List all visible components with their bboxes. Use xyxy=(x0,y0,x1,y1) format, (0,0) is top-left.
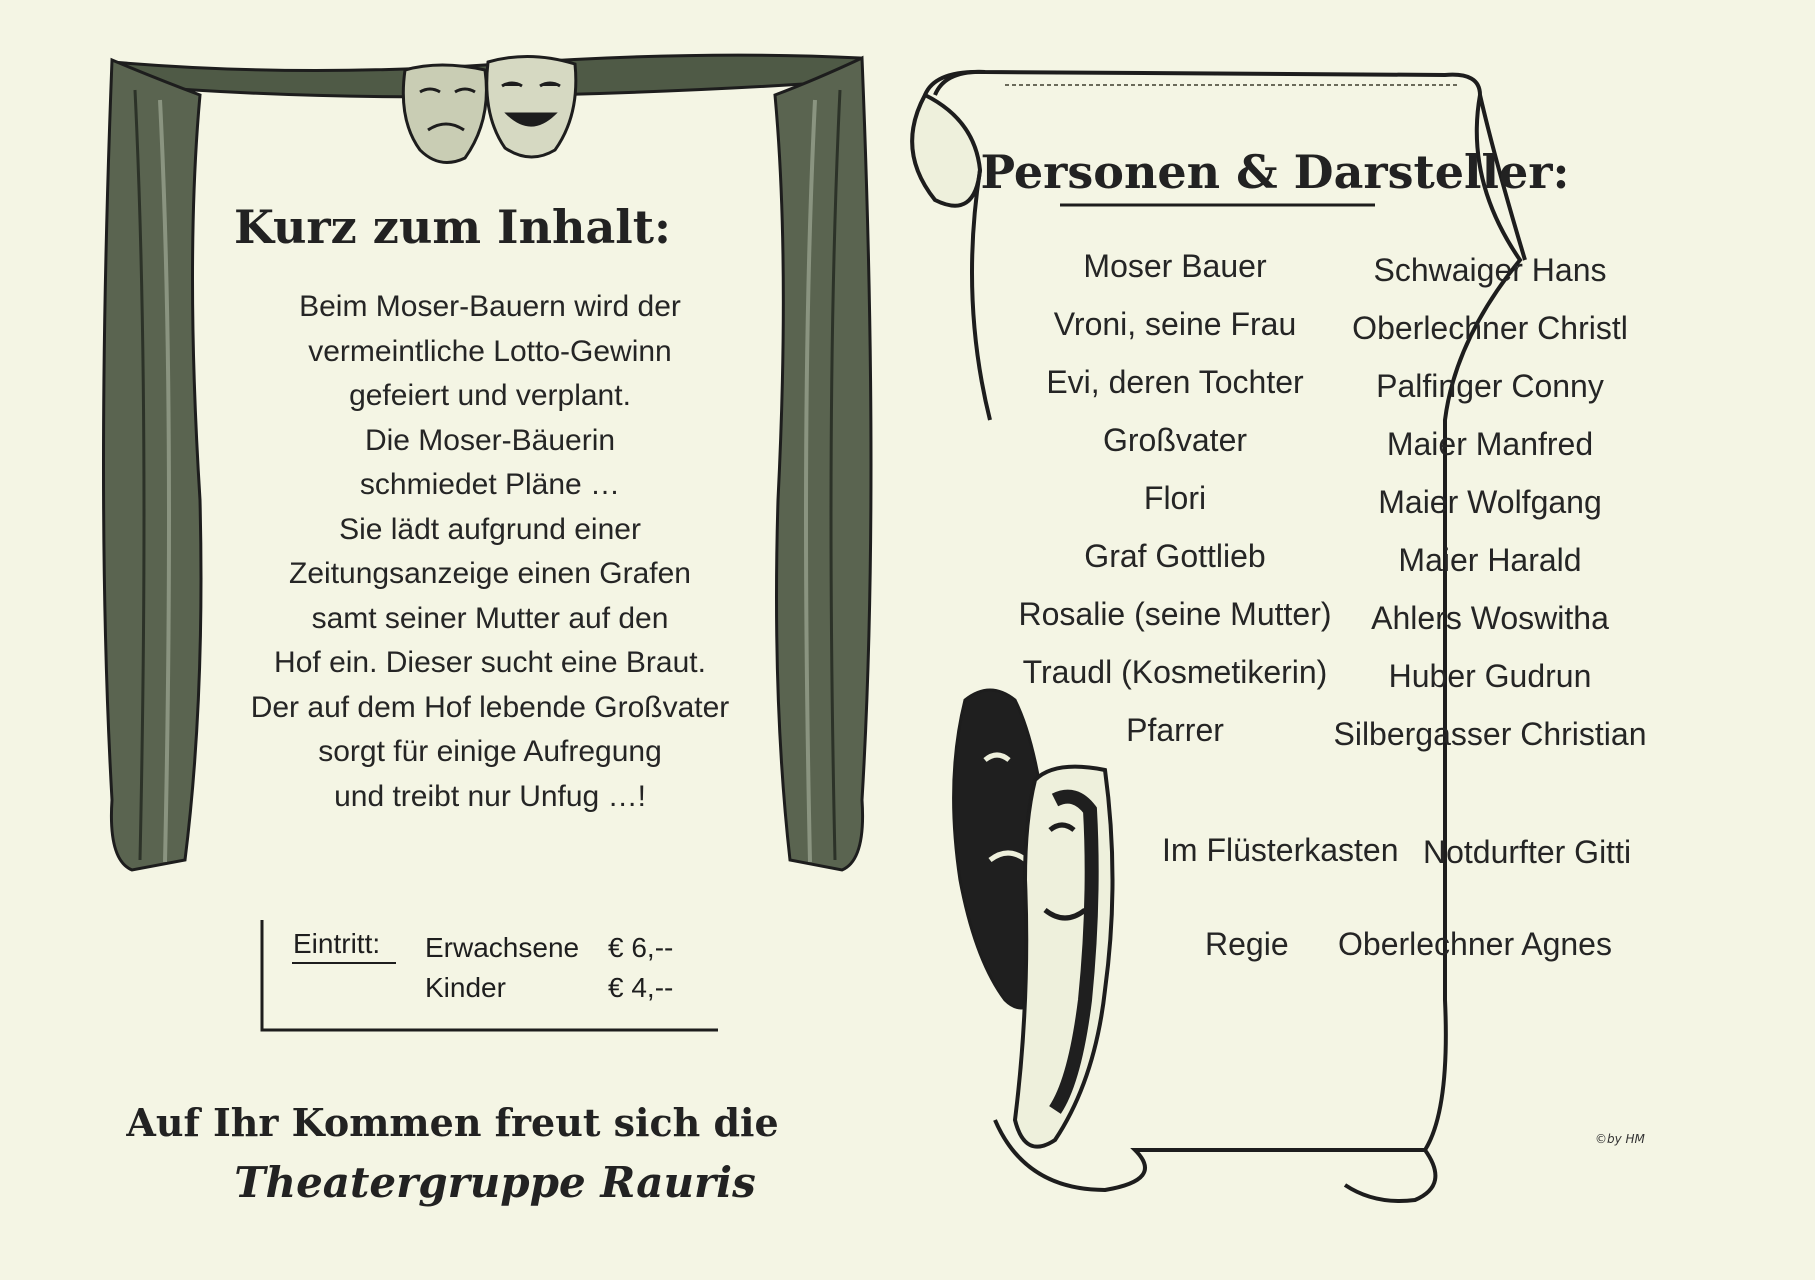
prompter-role: Im Flüsterkasten xyxy=(1162,832,1399,868)
copyright-mark: ©by HM xyxy=(1595,1132,1645,1146)
cast-role: Graf Gottlieb xyxy=(1084,538,1266,574)
cast-actor: Ahlers Woswitha xyxy=(1371,600,1609,636)
inhalt-line: sorgt für einige Aufregung xyxy=(318,735,662,768)
inhalt-line: Hof ein. Dieser sucht eine Braut. xyxy=(274,646,706,679)
cast-title: Personen & Darsteller: xyxy=(980,145,1570,199)
cast-role: Traudl (Kosmetikerin) xyxy=(1022,654,1328,690)
cast-role: Evi, deren Tochter xyxy=(1046,364,1304,400)
cast-actor: Maier Harald xyxy=(1398,542,1582,578)
cast-actor: Maier Manfred xyxy=(1386,426,1594,462)
child-label: Kinder xyxy=(425,972,506,1003)
closing-line: Auf Ihr Kommen freut sich die xyxy=(126,1100,779,1145)
inhalt-line: Sie lädt aufgrund einer xyxy=(339,512,641,546)
cast-actor: Maier Wolfgang xyxy=(1378,484,1602,520)
theater-masks-icon xyxy=(954,690,1113,1147)
inhalt-title: Kurz zum Inhalt: xyxy=(234,200,671,254)
theater-masks-icon xyxy=(403,56,576,162)
adult-label: Erwachsene xyxy=(425,932,580,963)
child-price: € 4,-- xyxy=(608,972,674,1003)
inhalt-line: und treibt nur Unfug …! xyxy=(334,779,646,813)
cast-actor: Palfinger Conny xyxy=(1376,368,1604,404)
adult-price: € 6,-- xyxy=(608,932,674,963)
inhalt-line: schmiedet Pläne … xyxy=(359,468,621,501)
cast-role: Vroni, seine Frau xyxy=(1053,306,1297,342)
cast-role: Moser Bauer xyxy=(1083,248,1267,284)
right-panel xyxy=(905,0,1815,1280)
cast-role: Großvater xyxy=(1102,422,1248,458)
left-panel xyxy=(0,0,905,1280)
cast-role: Rosalie (seine Mutter) xyxy=(1018,596,1332,632)
inhalt-text xyxy=(180,285,800,819)
cast-actor: Huber Gudrun xyxy=(1388,658,1592,694)
director-actor: Oberlechner Agnes xyxy=(1338,926,1612,962)
cast-actor: Schwaiger Hans xyxy=(1373,252,1607,288)
theatergruppe-name: Theatergruppe Rauris xyxy=(234,1158,756,1207)
cast-role: Pfarrer xyxy=(1126,712,1224,748)
director-role: Regie xyxy=(1205,926,1289,962)
inhalt-line: Beim Moser-Bauern wird der xyxy=(299,290,681,323)
inhalt-line: Der auf dem Hof lebende Großvater xyxy=(250,690,730,724)
inhalt-line: Zeitungsanzeige einen Grafen xyxy=(289,557,691,590)
inhalt-line: vermeintliche Lotto-Gewinn xyxy=(308,334,672,368)
eintritt-label: Eintritt: xyxy=(293,928,381,959)
inhalt-line: Die Moser-Bäuerin xyxy=(364,423,616,457)
cast-actor: Silbergasser Christian xyxy=(1333,716,1647,752)
cast-actor: Oberlechner Christl xyxy=(1352,310,1628,346)
cast-role: Flori xyxy=(1143,480,1207,516)
inhalt-line: gefeiert und verplant. xyxy=(349,379,631,412)
prompter-actor: Notdurfter Gitti xyxy=(1423,834,1632,870)
inhalt-line: samt seiner Mutter auf den xyxy=(311,601,669,635)
